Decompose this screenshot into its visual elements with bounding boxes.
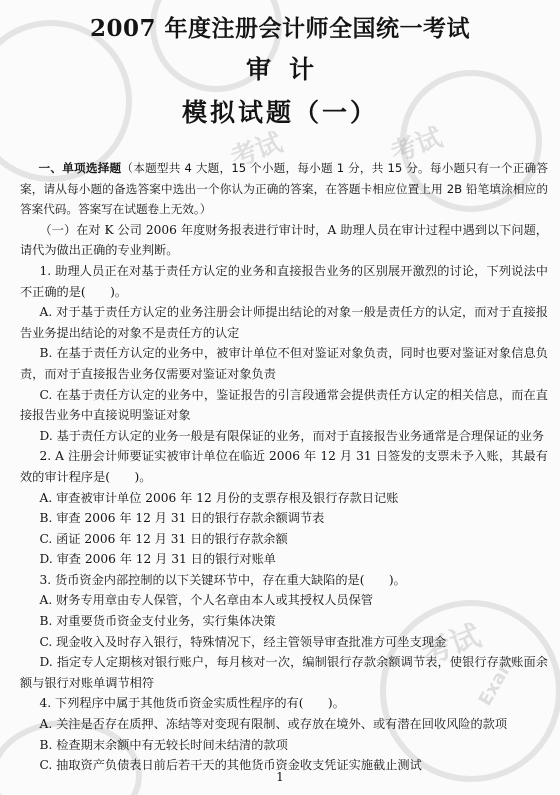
watermark-text: Exam <box>474 651 521 710</box>
section-instructions: （本题型共 4 大题，15 个小题，每小题 1 分，共 15 分。每小题只有一个正确答案，请从每小题的备选答案中选出一个你认为正确的答案，在答题卡相应位置上用 2B 铅笔填涂相应的答案代码。答案写在试题卷上无效。） <box>20 161 548 217</box>
question-stem: 1. 助理人员正在对基于责任方认定的业务和直接报告业务的区别展开激烈的讨论，下列说法中不正确的是( )。 <box>20 263 548 299</box>
answer-option: C. 在基于责任方认定的业务中，鉴证报告的引言段通常会提供责任方认定的相关信息，而在直接报告业务中直接说明鉴证对象 <box>20 387 548 423</box>
page-number: 1 <box>276 770 284 784</box>
question-content <box>20 158 548 776</box>
answer-option: B. 在基于责任方认定的业务中，被审计单位不但对鉴证对象负责，同时也要对鉴证对象信息负责，而对于直接报告业务仅需要对鉴证对象负责 <box>20 346 548 381</box>
case-intro: （一）在对 K 公司 2006 年度财务报表进行审计时，A 助理人员在审计过程中遇到以下问题，请代为做出正确的专业判断。 <box>20 222 548 258</box>
watermark-text: 考试 <box>227 127 287 174</box>
question-stem: 3. 货币资金内部控制的以下关键环节中，存在重大缺陷的是( )。 <box>39 572 406 587</box>
subject-title: 审计 <box>245 55 332 84</box>
watermark-text: 考试 <box>417 618 486 672</box>
answer-option: C. 现金收入及时存入银行，特殊情况下，经主管领导审查批准方可坐支现金 <box>39 634 447 649</box>
exam-title: 2007 年度注册会计师全国统一考试 <box>89 15 471 42</box>
answer-option: A. 关注是否存在质押、冻结等对变现有限制、或存放在境外、或有潜在回收风险的款项 <box>39 717 508 732</box>
answer-option: B. 检查期末余额中有无较长时间未结清的款项 <box>39 737 288 752</box>
section-heading-paragraph <box>20 158 548 220</box>
answer-option: D. 审查 2006 年 12 月 31 日的银行对账单 <box>39 552 276 567</box>
paper-subtitle: 模拟试题（一） <box>181 98 378 127</box>
answer-option: D. 指定专人定期核对银行账户，每月核对一次，编制银行存款余额调节表，使银行存款账面余额与银行对账单调节相符 <box>20 655 548 690</box>
answer-option: B. 对重要货币资金支付业务，实行集体决策 <box>39 614 276 629</box>
watermark-text: 考试 <box>387 122 447 169</box>
answer-option: C. 抽取资产负债表日前后若干天的其他货币资金收支凭证实施截止测试 <box>39 758 422 773</box>
section-heading: 一、单项选择题 <box>38 161 122 175</box>
answer-option: D. 基于责任方认定的业务一般是有限保证的业务，而对于直接报告业务通常是合理保证的业务 <box>39 428 545 443</box>
answer-option: A. 审查被审计单位 2006 年 12 月份的支票存根及银行存款日记账 <box>39 490 399 505</box>
answer-option: A. 对于基于责任方认定的业务注册会计师提出结论的对象一般是责任方的认定，而对于直接报告业务提出结论的对象不是责任方的认定 <box>20 305 548 340</box>
answer-option: C. 函证 2006 年 12 月 31 日的银行存款余额 <box>39 531 288 546</box>
question-stem: 2. A 注册会计师要证实被审计单位在临近 2006 年 12 月 31 日签发的支票未予入账，其最有效的审计程序是( )。 <box>20 449 548 484</box>
answer-option: A. 财务专用章由专人保管，个人名章由本人或其授权人员保管 <box>39 593 373 608</box>
question-stem: 4. 下列程序中属于其他货币资金实质性程序的有( )。 <box>39 696 345 711</box>
answer-option: B. 审查 2006 年 12 月 31 日的银行存款余额调节表 <box>39 511 325 526</box>
